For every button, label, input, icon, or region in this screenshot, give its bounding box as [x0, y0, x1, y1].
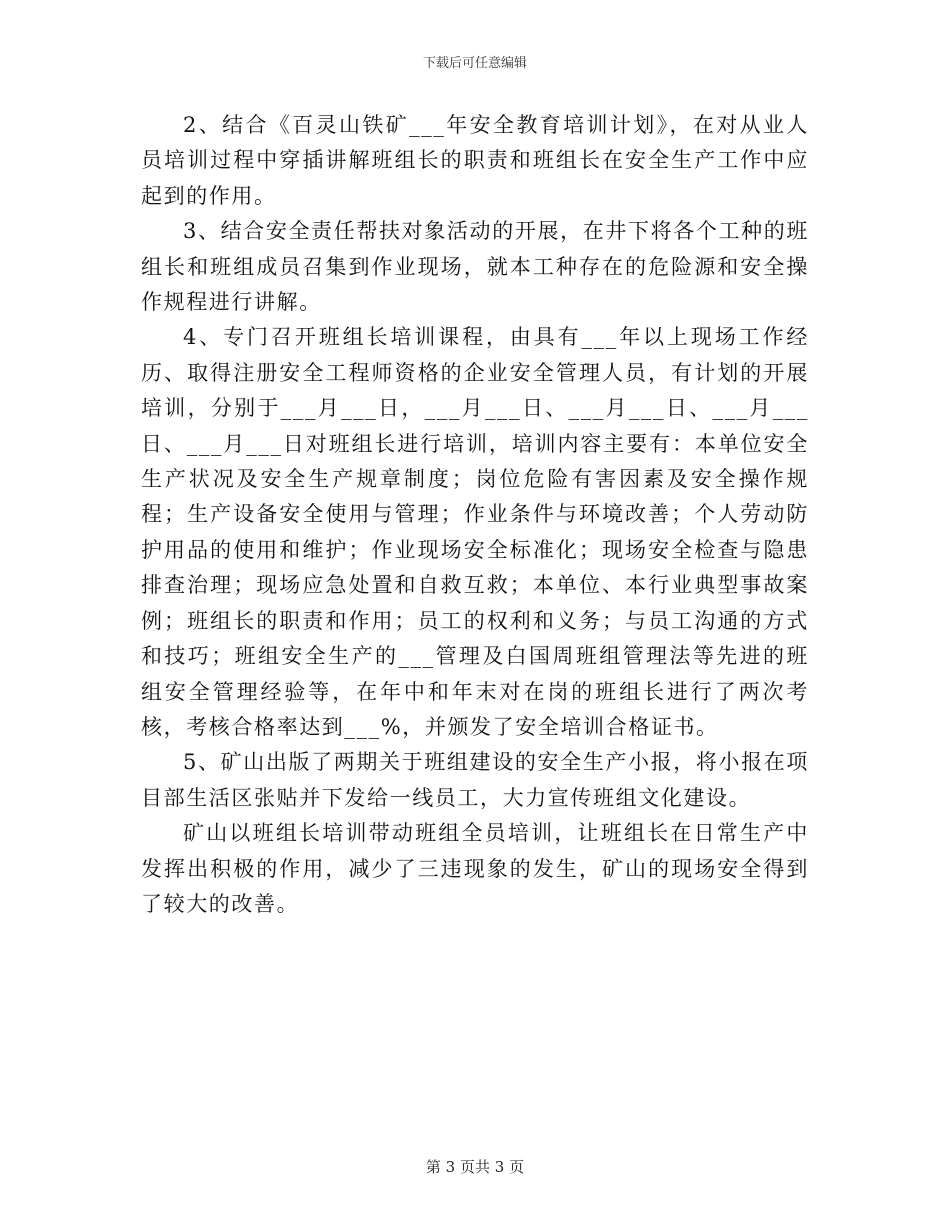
page-header: 下载后可任意编辑	[422, 56, 527, 71]
document-body	[141, 108, 809, 922]
page-number-footer: 第 3 页共 3 页	[425, 1158, 525, 1176]
paragraph-conclusion: 矿山以班组长培训带动班组全员培训，让班组长在日常生产中发挥出积极的作用，减少了三违现象的发生，矿山的现场安全得到了较大的改善。	[141, 821, 809, 916]
paragraph-item-2: 2、结合《百灵山铁矿___年安全教育培训计划》，在对从业人员培训过程中穿插讲解班组长的职责和班组长在安全生产工作中应起到的作用。	[141, 113, 809, 208]
paragraph-item-3: 3、结合安全责任帮扶对象活动的开展，在井下将各个工种的班组长和班组成员召集到作业现场，就本工种存在的危险源和安全操作规程进行讲解。	[141, 219, 809, 315]
paragraph-item-4: 4、专门召开班组长培训课程，由具有___年以上现场工作经历、取得注册安全工程师资格的企业安全管理人员，有计划的开展培训，分别于___月___日，___月___日、___月___日、___月___日、___月___日对班组长进行培训，培训内容主要有：本单位安全生产状况及安全生产规章制度；岗位危险有害因素及安全操作规程；生产设备安全使用与管理；作业条件与环境改善；个人劳动防护用品的使用和维护；作业现场安全标准化；现场安全检查与隐患排查治理；现场应急处置和自救互救；本单位、本行业典型事故案例；班组长的职责和作用；员工的权利和义务；与员工沟通的方式和技巧；班组安全生产的___管理及白国周班组管理法等先进的班组安全管理经验等，在年中和年末对在岗的班组长进行了两次考核，考核合格率达到___%，并颁发了安全培训合格证书。	[141, 325, 809, 739]
paragraph-item-5: 5、矿山出版了两期关于班组建设的安全生产小报，将小报在项目部生活区张贴并下发给一线员工，大力宣传班组文化建设。	[141, 750, 809, 810]
